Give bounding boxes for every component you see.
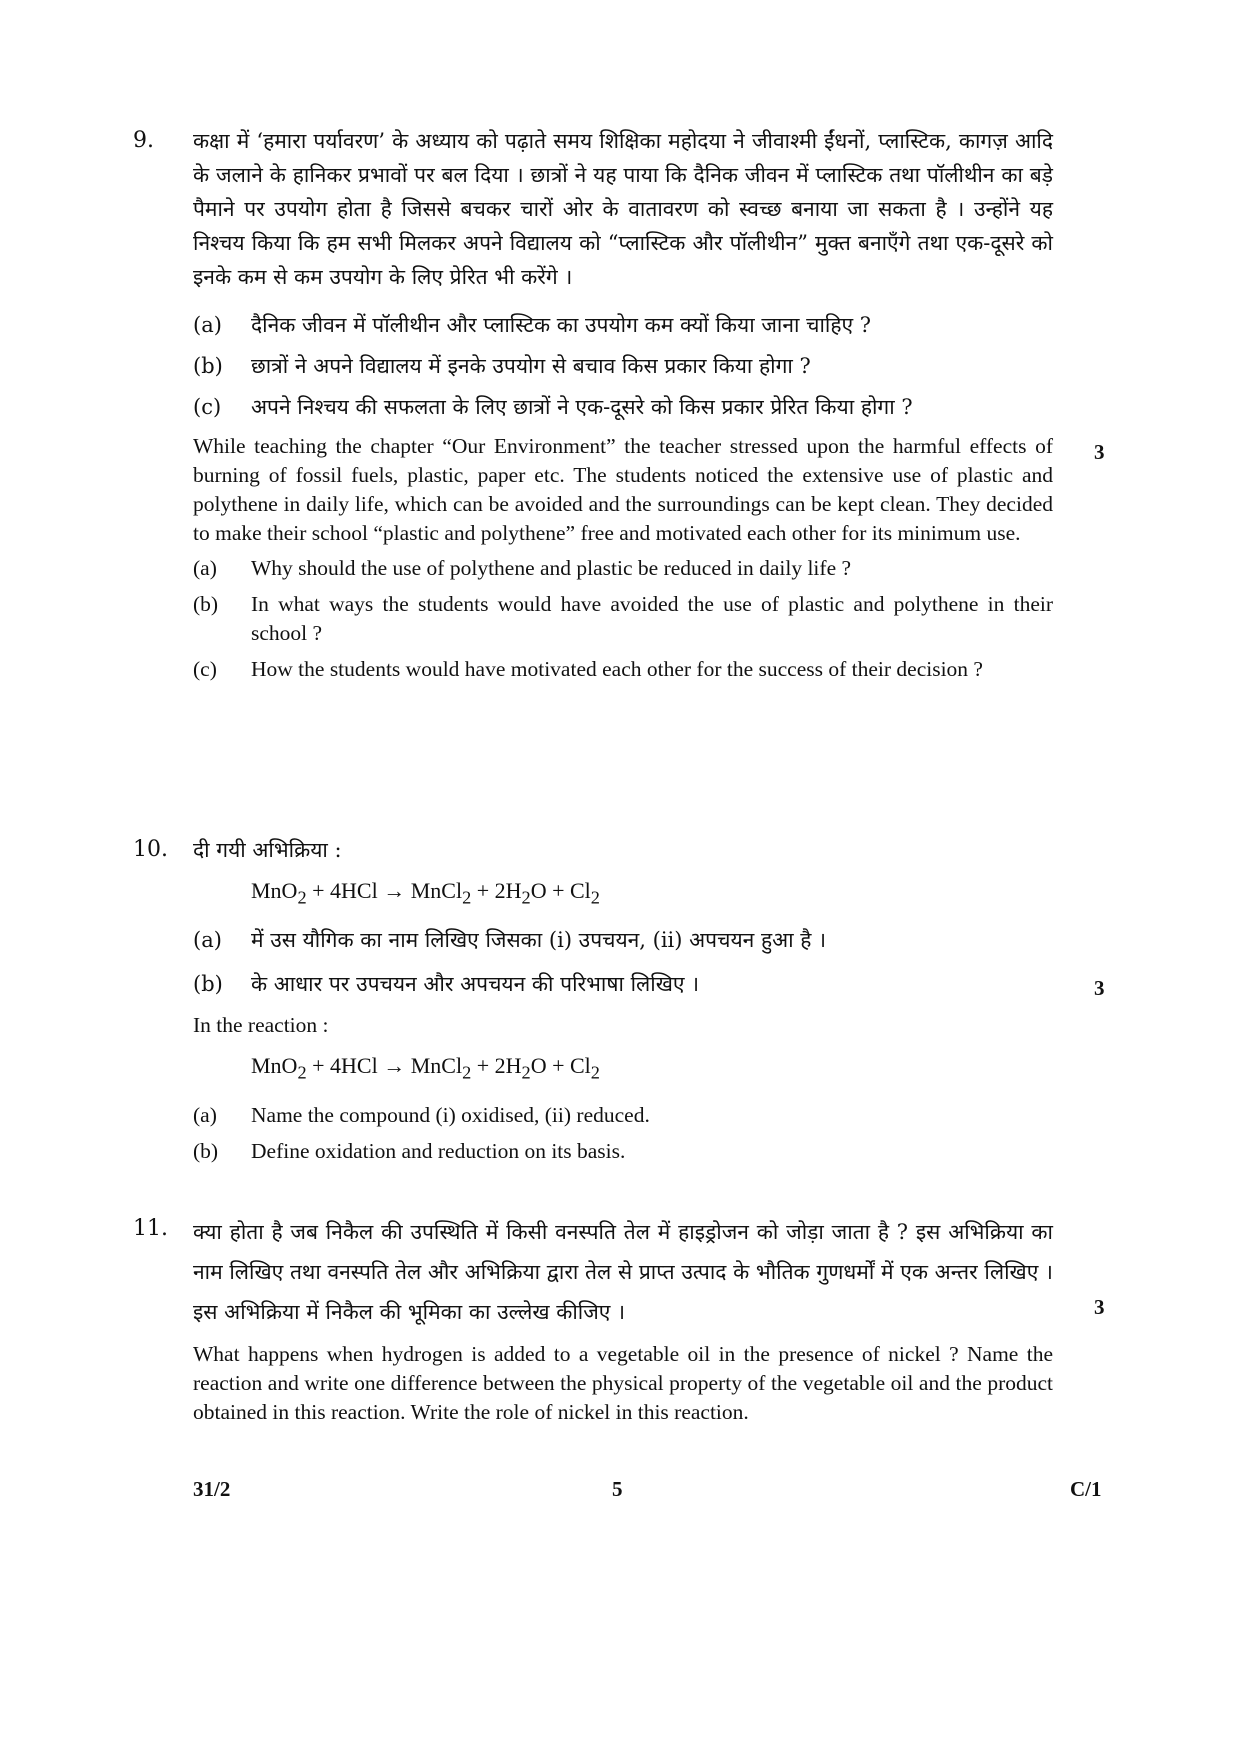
question-11-hindi-text: क्या होता है जब निकैल की उपस्थिति में किसी वनस्पति तेल में हाइड्रोजन को जोड़ा जाता है ? इस अभिक्रिया का नाम लिखिए तथा वनस्पति तेल और अभिक्रिया द्वारा तेल से प्राप्त उत्पाद के भौतिक गुणधर्मों में एक अन्तर लिखिए । इस अभिक्रिया में निकैल की भूमिका का उल्लेख कीजिए । xyxy=(193,1220,1053,1324)
question-10-equation-english: MnO$_2$ + 4HCl → MnCl$_2$ + $2H_2O + Cl_2$ xyxy=(251,1053,600,1083)
part-label: (a) xyxy=(193,313,222,337)
part-label: (b) xyxy=(193,354,223,378)
question-9-english-part-a xyxy=(193,554,1053,583)
question-9-marks: 3 xyxy=(1094,440,1105,464)
question-10 xyxy=(193,833,1053,1166)
part-text: अपने निश्चय की सफलता के लिए छात्रों ने एक-दूसरे को किस प्रकार प्रेरित किया होगा ? xyxy=(251,395,913,419)
part-label: (a) xyxy=(193,1102,217,1127)
part-text: छात्रों ने अपने विद्यालय में इनके उपयोग से बचाव किस प्रकार किया होगा ? xyxy=(251,354,811,378)
part-text: Define oxidation and reduction on its basis. xyxy=(251,1138,626,1163)
part-label: (a) xyxy=(193,556,217,580)
part-text: दैनिक जीवन में पॉलीथीन और प्लास्टिक का उपयोग कम क्यों किया जाना चाहिए ? xyxy=(251,313,872,337)
part-label: (b) xyxy=(193,1138,219,1163)
question-10-hindi-part-a xyxy=(193,923,1053,957)
question-9-hindi-part-b xyxy=(193,349,1053,383)
question-9-hindi-text: कक्षा में ‘हमारा पर्यावरण’ के अध्याय को पढ़ाते समय शिक्षिका महोदया ने जीवाश्मी ईंधनों, प्लास्टिक, कागज़ आदि के जलाने के हानिकर प्रभावों पर बल दिया । छात्रों ने यह पाया कि दैनिक जीवन में प्लास्टिक तथा पॉलीथीन का बड़े पैमाने पर उपयोग होता है जिससे बचकर चारों ओर के वातावरण को स्वच्छ बनाया जा सकता है । उन्होंने यह निश्चय किया कि हम सभी मिलकर अपने विद्यालय को “प्लास्टिक और पॉलीथीन” मुक्त बनाएँगे तथा एक-दूसरे को इनके कम से कम उपयोग के लिए प्रेरित भी करेंगे । xyxy=(193,129,1053,289)
question-9-hindi-subparts xyxy=(193,308,1053,424)
part-text: के आधार पर उपचयन और अपचयन की परिभाषा लिखिए । xyxy=(251,972,700,997)
part-text: Name the compound (i) oxidised, (ii) reduced. xyxy=(251,1102,650,1127)
part-text: में उस यौगिक का नाम लिखिए जिसका (i) उपचयन, (ii) अपचयन हुआ है । xyxy=(251,928,827,953)
part-text: Why should the use of polythene and plastic be reduced in daily life ? xyxy=(251,556,852,580)
question-9-hindi-part-a xyxy=(193,308,1053,342)
part-label: (b) xyxy=(193,592,219,616)
question-11-number: 11. xyxy=(133,1216,168,1241)
question-10-number: 10. xyxy=(133,837,168,862)
question-11-english-text: What happens when hydrogen is added to a vegetable oil in the presence of nickel ? Name the reaction and write one difference between the physical property of the vegetable oil and the product obtained in this reaction. Write the role of nickel in this reaction. xyxy=(193,1342,1053,1424)
question-10-english-subparts xyxy=(193,1101,1053,1166)
part-label: (c) xyxy=(193,395,222,419)
question-11-marks: 3 xyxy=(1094,1295,1105,1319)
question-11 xyxy=(193,1212,1053,1427)
part-label: (b) xyxy=(193,972,223,997)
paper-code: 31/2 xyxy=(193,1477,231,1501)
question-9-english-part-c xyxy=(193,655,1053,684)
question-9-english-text: While teaching the chapter “Our Environment” the teacher stressed upon the harmful effects of burning of fossil fuels, plastic, paper etc. The students noticed the extensive use of plastic and polythene in daily life, which can be avoided and the surroundings can be kept clean. They decided to make their school “plastic and polythene” free and motivated each other for its minimum use. xyxy=(193,434,1053,545)
question-10-hindi-part-b xyxy=(193,967,1053,1001)
question-10-hindi-subparts xyxy=(193,923,1053,1001)
set-code: C/1 xyxy=(1070,1477,1102,1501)
part-label: (a) xyxy=(193,928,222,953)
question-10-equation-hindi: MnO$_2$ + 4HCl → MnCl$_2$ + $2H_2O + Cl_2$ xyxy=(251,878,600,908)
question-9-hindi-part-c xyxy=(193,390,1053,424)
question-10-english-part-a xyxy=(193,1101,1053,1130)
question-9-english-part-b xyxy=(193,590,1053,648)
question-9-number: 9. xyxy=(133,128,154,153)
part-label: (c) xyxy=(193,657,217,681)
page-number: 5 xyxy=(612,1477,623,1501)
question-10-marks: 3 xyxy=(1094,976,1105,1000)
part-text: In what ways the students would have avoided the use of plastic and polythene in their school ? xyxy=(251,592,1053,645)
part-text: How the students would have motivated each other for the success of their decision ? xyxy=(251,657,983,681)
question-10-english-part-b xyxy=(193,1137,1053,1166)
question-10-hindi-intro: दी गयी अभिक्रिया : xyxy=(193,838,342,862)
question-9 xyxy=(193,124,1053,684)
question-9-english-subparts xyxy=(193,554,1053,684)
question-10-english-intro: In the reaction : xyxy=(193,1013,329,1038)
